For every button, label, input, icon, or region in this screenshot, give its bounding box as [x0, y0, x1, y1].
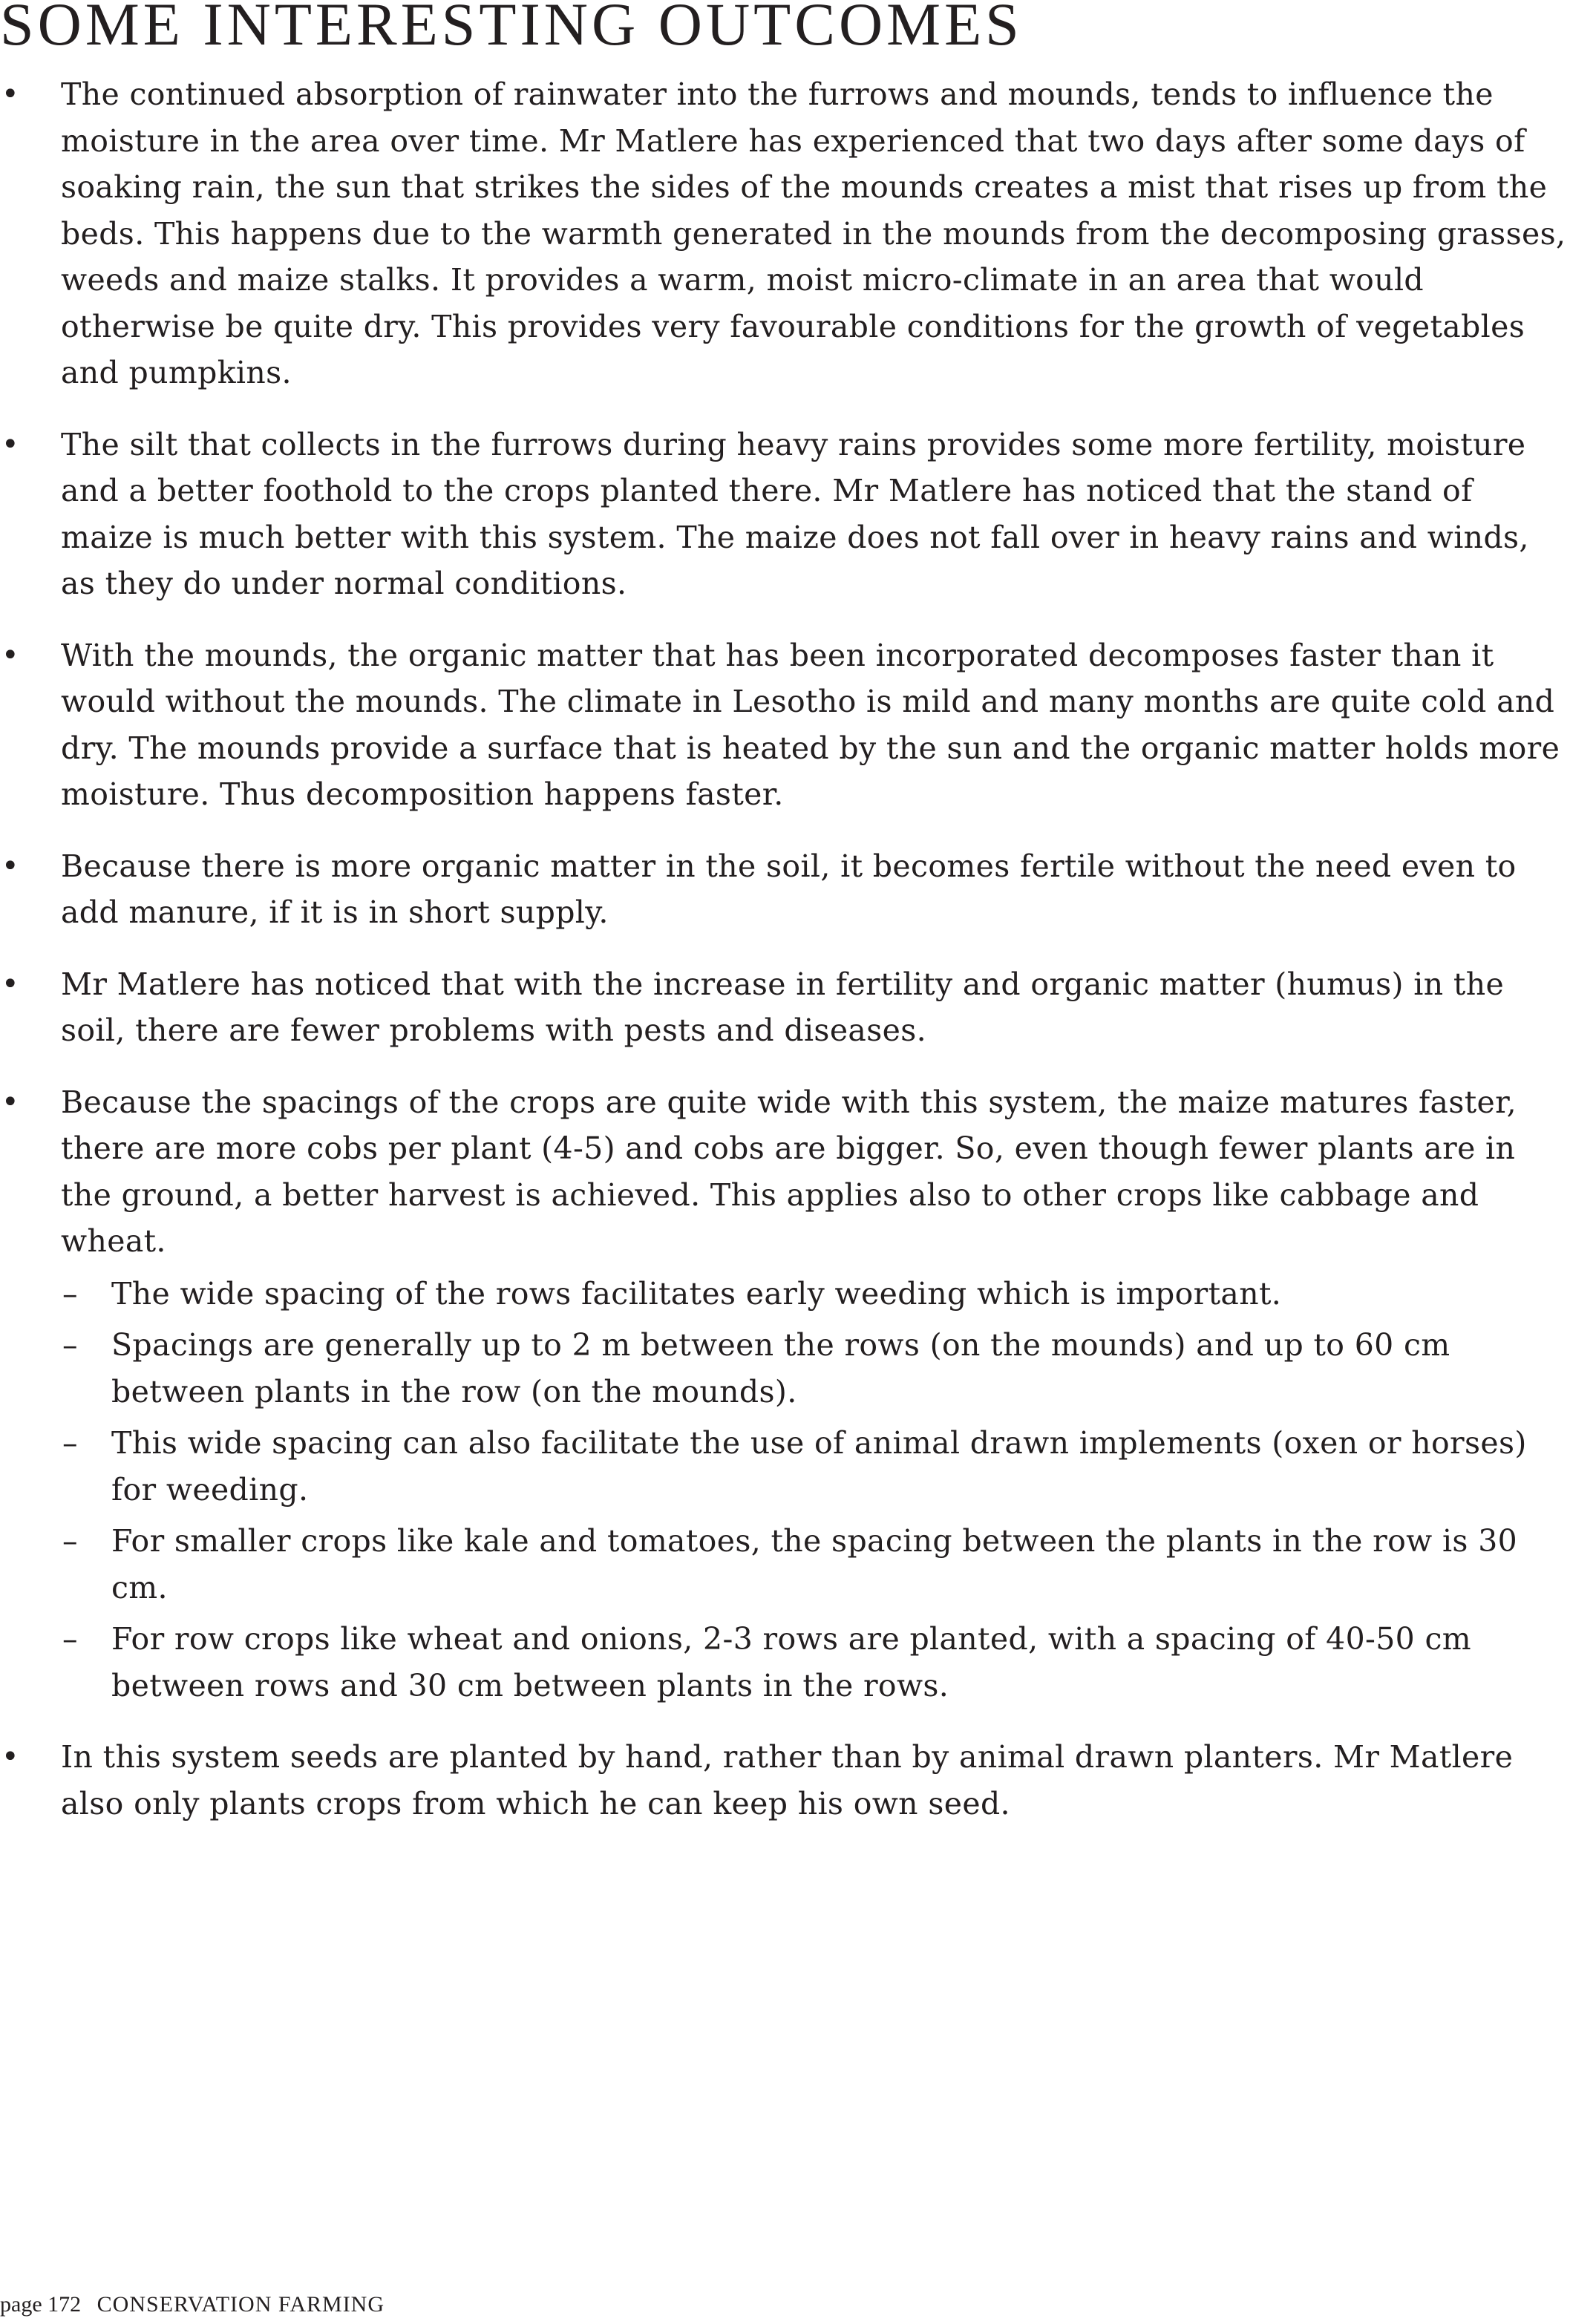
spacing-sublist — [61, 1271, 1568, 1709]
sub-item — [61, 1322, 1568, 1415]
bullet-text: In this system seeds are planted by hand, rather than by animal drawn planters. Mr Matlere also only plants crops from which he can keep his own seed. — [61, 1739, 1514, 1821]
bullet-text: Because the spacings of the crops are quite wide with this system, the maize matures faster, there are more cobs per plant (4-5) and cobs are bigger. So, even though fewer plants are in the ground, a better harvest is achieved. This applies also to other crops like cabbage and wheat. — [61, 1084, 1517, 1259]
bullet-text: Because there is more organic matter in the soil, it becomes fertile without the need even to add manure, if it is in short supply. — [61, 848, 1517, 930]
sub-item — [61, 1616, 1568, 1709]
bullet-item — [0, 1734, 1568, 1827]
bullet-icon: • — [1, 638, 19, 672]
footer-section-title: CONSERVATION FARMING — [97, 2292, 385, 2317]
bullet-icon: • — [1, 1084, 19, 1119]
bullet-item — [0, 422, 1568, 607]
dash-icon: – — [62, 1425, 78, 1461]
content-body — [0, 71, 1568, 1852]
bullet-item — [0, 632, 1568, 818]
page-footer — [0, 2292, 385, 2317]
sub-item — [61, 1518, 1568, 1611]
bullet-icon: • — [1, 427, 19, 462]
sub-item-text: This wide spacing can also facilitate the use of animal drawn implements (oxen or horses) for weeding. — [111, 1425, 1527, 1508]
bullet-item — [0, 1079, 1568, 1709]
sub-item-text: Spacings are generally up to 2 m between the rows (on the mounds) and up to 60 cm between plants in the row (on the mounds). — [111, 1327, 1450, 1410]
dash-icon: – — [62, 1621, 78, 1657]
section-heading: SOME INTERESTING OUTCOMES — [0, 0, 1023, 58]
bullet-item — [0, 843, 1568, 936]
bullet-item — [0, 71, 1568, 396]
bullet-text: Mr Matlere has noticed that with the increase in fertility and organic matter (humus) in the soil, there are fewer problems with pests and diseases. — [61, 966, 1505, 1048]
page-number: page 172 — [0, 2292, 82, 2317]
bullet-icon: • — [1, 848, 19, 883]
sub-item-text: For row crops like wheat and onions, 2-3 rows are planted, with a spacing of 40-50 cm between rows and 30 cm between plants in the rows. — [111, 1621, 1472, 1703]
dash-icon: – — [62, 1275, 78, 1312]
bullet-text: With the mounds, the organic matter that has been incorporated decomposes faster than it would without the mounds. The climate in Lesotho is mild and many months are quite cold and dry. The mounds provide a surface that is heated by the sun and the organic matter holds more moisture. Thus decomposition happens faster. — [61, 637, 1560, 812]
sub-item-text: The wide spacing of the rows facilitates early weeding which is important. — [111, 1275, 1282, 1312]
bullet-icon: • — [1, 966, 19, 1001]
bullet-text: The continued absorption of rainwater into the furrows and mounds, tends to influence the moisture in the area over time. Mr Matlere has experienced that two days after some days of soaking rain, the sun that strikes the sides of the mounds creates a mist that rises up from the beds. This happens due to the warmth generated in the mounds from the decomposing grasses, weeds and maize stalks. It provides a warm, moist micro-climate in an area that would otherwise be quite dry. This provides very favourable conditions for the growth of vegetables and pumpkins. — [61, 76, 1566, 390]
bullet-icon: • — [1, 1740, 19, 1774]
sub-item — [61, 1420, 1568, 1513]
bullet-text: The silt that collects in the furrows during heavy rains provides some more fertility, moisture and a better foothold to the crops planted there. Mr Matlere has noticed that the stand of maize is much better with this system. The maize does not fall over in heavy rains and winds, as they do under normal conditions. — [61, 426, 1529, 601]
sub-item — [61, 1271, 1568, 1318]
bullet-item — [0, 961, 1568, 1054]
dash-icon: – — [62, 1327, 78, 1363]
sub-item-text: For smaller crops like kale and tomatoes, the spacing between the plants in the row is 30 cm. — [111, 1523, 1518, 1605]
dash-icon: – — [62, 1523, 78, 1559]
outcomes-list — [0, 71, 1568, 1827]
bullet-icon: • — [1, 77, 19, 111]
